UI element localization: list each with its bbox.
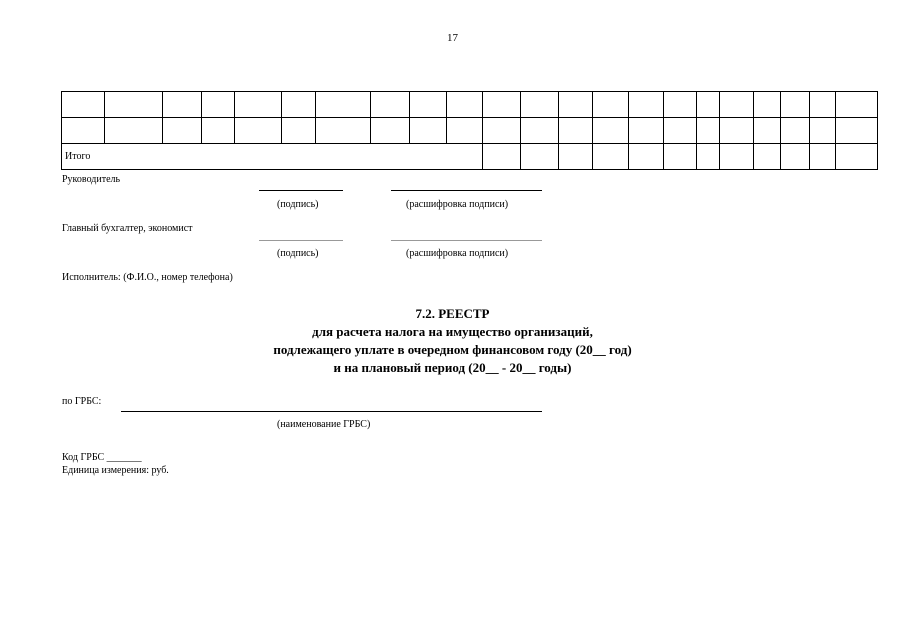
chief-decoding-caption: (расшифровка подписи) (406, 248, 509, 259)
table-row (62, 92, 878, 118)
table-row (62, 118, 878, 144)
grbs-name-caption: (наименование ГРБС) (277, 419, 371, 430)
head-decoding-caption: (расшифровка подписи) (406, 199, 509, 210)
unit-label: Единица измерения: руб. (62, 465, 169, 476)
head-decoding-line (391, 190, 542, 191)
chief-accountant-label: Главный бухгалтер, экономист (62, 223, 193, 234)
total-label: Итого (62, 144, 483, 170)
registry-table (61, 91, 878, 170)
head-signature-line (259, 190, 343, 191)
grbs-label: по ГРБС: (62, 396, 102, 407)
head-signature-caption: (подпись) (277, 199, 319, 210)
head-label: Руководитель (62, 174, 121, 185)
registry-title (0, 305, 905, 377)
title-line-4: и на плановый период (20__ - 20__ годы) (333, 360, 572, 375)
page-number: 17 (447, 32, 458, 44)
chief-decoding-line (391, 240, 542, 241)
title-line-3: подлежащего уплате в очередном финансовом году (20__ год) (273, 342, 632, 357)
chief-signature-line (259, 240, 343, 241)
grbs-code-label: Код ГРБС _______ (62, 452, 142, 463)
title-line-2: для расчета налога на имущество организаций, (312, 324, 593, 339)
executor-label: Исполнитель: (Ф.И.О., номер телефона) (62, 272, 233, 283)
title-line-1: 7.2. РЕЕСТР (415, 306, 490, 321)
chief-signature-caption: (подпись) (277, 248, 319, 259)
grbs-name-line (121, 411, 542, 412)
table-total-row (62, 144, 878, 170)
